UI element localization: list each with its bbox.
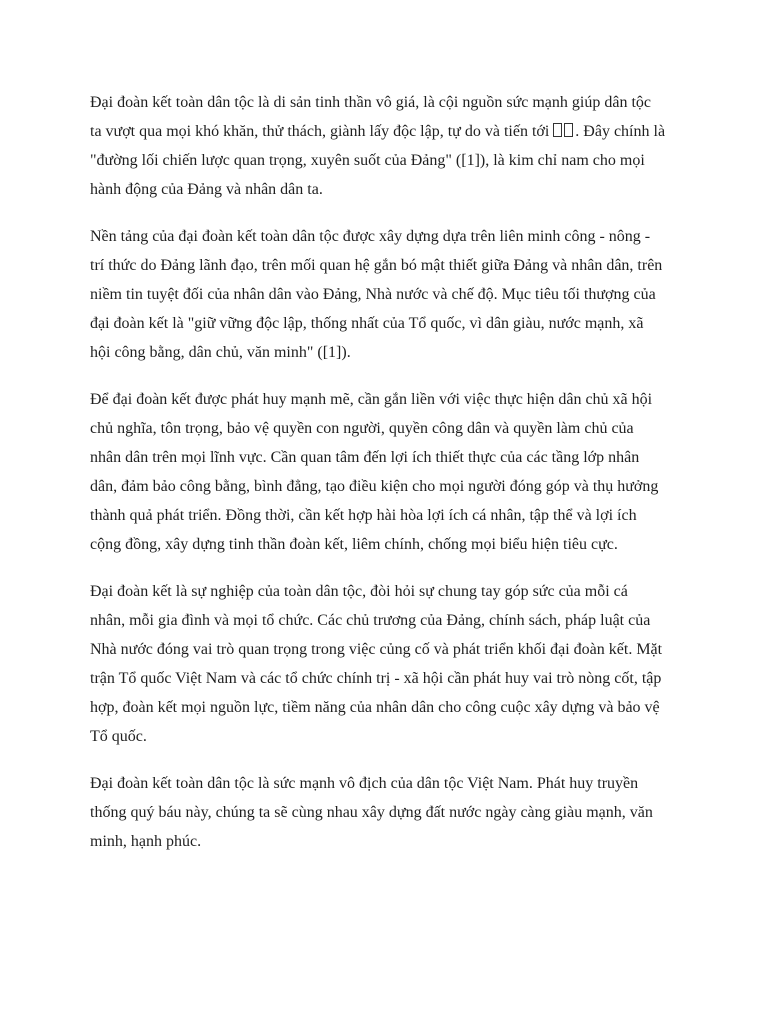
text-line: hợp, đoàn kết mọi nguồn lực, tiềm năng của nhân dân cho công cuộc xây dựng và bảo vệ xyxy=(90,699,660,716)
document-body xyxy=(90,88,680,874)
text-line: Đại đoàn kết toàn dân tộc là di sản tinh thần vô giá, là cội nguồn sức mạnh giúp dân tộc xyxy=(90,94,651,111)
paragraph-3 xyxy=(90,385,680,559)
text-line: thống quý báu này, chúng ta sẽ cùng nhau xây dựng đất nước ngày càng giàu mạnh, văn xyxy=(90,804,653,821)
paragraph-4 xyxy=(90,577,680,751)
paragraph-5 xyxy=(90,769,680,856)
text-line: Đại đoàn kết toàn dân tộc là sức mạnh vô địch của dân tộc Việt Nam. Phát huy truyền xyxy=(90,775,639,792)
text-line: "đường lối chiến lược quan trọng, xuyên suốt của Đảng" ([1]), là kim chỉ nam cho mọi xyxy=(90,152,645,169)
text-line: cộng đồng, xây dựng tinh thần đoàn kết, liêm chính, chống mọi biểu hiện tiêu cực. xyxy=(90,536,618,553)
text-line: Nền tảng của đại đoàn kết toàn dân tộc được xây dựng dựa trên liên minh công - nông - xyxy=(90,228,651,245)
missing-glyph-icon xyxy=(564,123,573,137)
text-line: thành quả phát triển. Đồng thời, cần kết hợp hài hòa lợi ích cá nhân, tập thể và lợi ích xyxy=(90,507,637,524)
text-line: đại đoàn kết là "giữ vững độc lập, thống nhất của Tổ quốc, vì dân giàu, nước mạnh, xã xyxy=(90,315,644,332)
text-segment: . Đây chính là xyxy=(575,123,666,140)
text-line: Tổ quốc. xyxy=(90,728,147,745)
text-line: nhân, mỗi gia đình và mọi tổ chức. Các chủ trương của Đảng, chính sách, pháp luật của xyxy=(90,612,651,629)
text-line: hội công bằng, dân chủ, văn minh" ([1]). xyxy=(90,344,351,361)
text-line: trận Tổ quốc Việt Nam và các tổ chức chính trị - xã hội cần phát huy vai trò nòng cốt, tập xyxy=(90,670,662,687)
paragraph-1 xyxy=(90,88,680,204)
text-line: dân, đảm bảo công bằng, bình đẳng, tạo điều kiện cho mọi người đóng góp và thụ hưởng xyxy=(90,478,659,495)
text-line: nhân dân trên mọi lĩnh vực. Cần quan tâm đến lợi ích thiết thực của các tầng lớp nhân xyxy=(90,449,640,466)
text-line: Đại đoàn kết là sự nghiệp của toàn dân tộc, đòi hỏi sự chung tay góp sức của mỗi cá xyxy=(90,583,628,600)
text-segment: ta vượt qua mọi khó khăn, thử thách, giành lấy độc lập, tự do và tiến tới xyxy=(90,123,554,140)
text-line-with-missing-glyphs xyxy=(90,117,680,146)
text-line: chủ nghĩa, tôn trọng, bảo vệ quyền con người, quyền công dân và quyền làm chủ của xyxy=(90,420,634,437)
text-line: trí thức do Đảng lãnh đạo, trên mối quan hệ gắn bó mật thiết giữa Đảng và nhân dân, trên xyxy=(90,257,663,274)
text-line: niềm tin tuyệt đối của nhân dân vào Đảng, Nhà nước và chế độ. Mục tiêu tối thượng của xyxy=(90,286,656,303)
paragraph-2 xyxy=(90,222,680,367)
text-line: minh, hạnh phúc. xyxy=(90,833,202,850)
missing-glyph-icon xyxy=(553,123,562,137)
text-line: hành động của Đảng và nhân dân ta. xyxy=(90,181,323,198)
text-line: Để đại đoàn kết được phát huy mạnh mẽ, cần gắn liền với việc thực hiện dân chủ xã hội xyxy=(90,391,653,408)
text-line: Nhà nước đóng vai trò quan trọng trong việc củng cố và phát triển khối đại đoàn kết. Mặt xyxy=(90,641,663,658)
